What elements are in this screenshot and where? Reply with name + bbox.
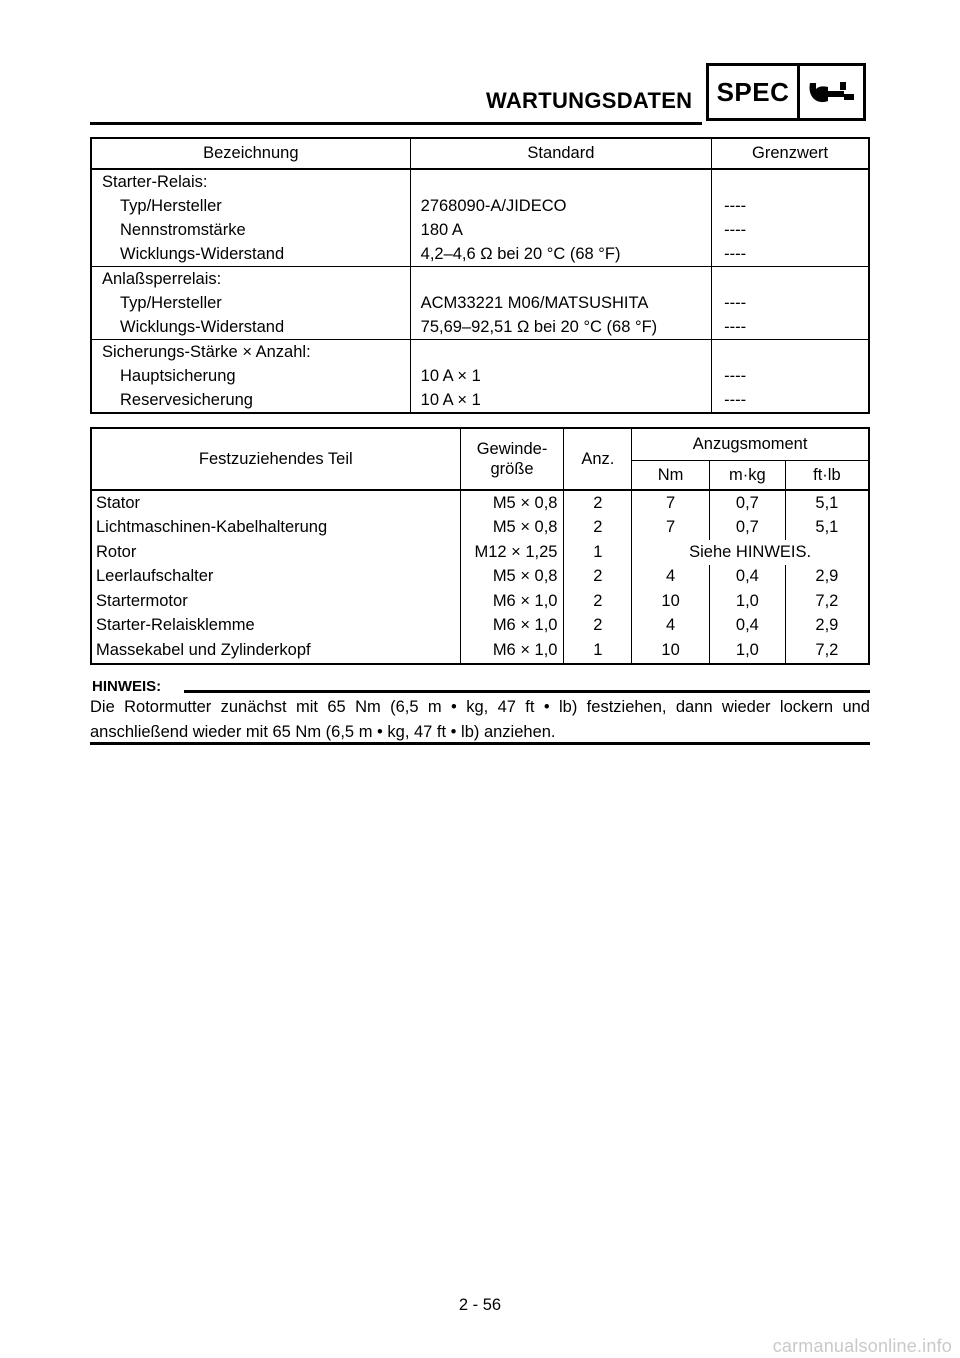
spec-badge (706, 63, 866, 121)
row-label: Hauptsicherung (120, 366, 236, 385)
thread-size: M6 × 1,0 (460, 589, 564, 614)
table-row (91, 614, 869, 639)
col-header-thread (460, 428, 564, 490)
torque-nm: 7 (632, 516, 710, 541)
quantity: 2 (564, 565, 632, 590)
torque-mkg: 0,4 (709, 565, 785, 590)
torque-mkg: 0,4 (709, 614, 785, 639)
table-row (91, 340, 869, 365)
col-header-nm: Nm (632, 460, 710, 490)
page-number: 2 - 56 (458, 1296, 502, 1314)
row-standard: 180 A (410, 218, 712, 242)
title-underline (90, 122, 702, 125)
torque-table (90, 427, 870, 665)
thread-header-line2: größe (490, 460, 534, 478)
torque-ftlb: 5,1 (815, 518, 839, 537)
thread-size: M5 × 0,8 (460, 490, 564, 516)
row-standard: 75,69–92,51 Ω bei 20 °C (68 °F) (410, 315, 712, 340)
torque-mkg: 1,0 (709, 589, 785, 614)
wrench-icon (800, 66, 863, 118)
quantity: 1 (564, 638, 632, 664)
table-row (91, 540, 869, 565)
torque-nm: 4 (632, 565, 710, 590)
col-header-standard: Standard (410, 138, 712, 169)
row-label: Reservesicherung (120, 390, 253, 409)
row-label: Nennstromstärke (120, 220, 246, 239)
table-row (91, 516, 869, 541)
thread-header-line1: Gewinde- (476, 440, 548, 458)
col-header-bezeichnung: Bezeichnung (91, 138, 410, 169)
quantity: 2 (564, 589, 632, 614)
col-header-ftlb: ft·lb (785, 460, 869, 490)
group-title: Sicherungs-Stärke × Anzahl: (102, 342, 311, 361)
table-row (91, 218, 869, 242)
col-header-part: Festzuziehendes Teil (91, 428, 460, 490)
torque-mkg: 1,0 (709, 638, 785, 664)
note-label: HINWEIS: (92, 678, 162, 695)
note-divider-bottom (90, 742, 870, 745)
table-row (91, 364, 869, 388)
row-standard: 10 A × 1 (410, 388, 712, 413)
part-name: Rotor (91, 540, 460, 565)
torque-ftlb: 7,2 (815, 591, 839, 610)
table-row (91, 315, 869, 340)
torque-ftlb: 2,9 (815, 616, 839, 635)
row-standard: 4,2–4,6 Ω bei 20 °C (68 °F) (410, 242, 712, 267)
row-label: Typ/Hersteller (120, 196, 222, 215)
part-name: Starter-Relaisklemme (91, 614, 460, 639)
row-label: Wicklungs-Widerstand (91, 242, 410, 267)
thread-size: M5 × 0,8 (460, 565, 564, 590)
row-standard: 10 A × 1 (410, 364, 712, 388)
col-header-torque: Anzugsmoment (632, 428, 869, 460)
table-row (91, 242, 869, 267)
torque-nm: 10 (632, 589, 710, 614)
table-row (91, 169, 869, 194)
row-limit: ---- (712, 291, 869, 315)
torque-note-ref: Siehe HINWEIS. (689, 542, 812, 561)
torque-mkg: 0,7 (709, 516, 785, 541)
thread-size: M6 × 1,0 (460, 614, 564, 639)
table-row (91, 291, 869, 315)
quantity: 2 (564, 614, 632, 639)
watermark: carmanualsonline.info (772, 1336, 952, 1356)
quantity: 2 (564, 490, 632, 516)
torque-ftlb: 7,2 (815, 640, 839, 659)
torque-table-header (91, 428, 869, 460)
group-title: Starter-Relais: (102, 172, 208, 191)
thread-size: M5 × 0,8 (460, 516, 564, 541)
part-name: Lichtmaschinen-Kabelhalterung (91, 516, 460, 541)
part-name: Massekabel und Zylinderkopf (91, 638, 460, 664)
part-name: Stator (91, 490, 460, 516)
table-row (91, 194, 869, 218)
table-row (91, 638, 869, 664)
row-limit: ---- (712, 194, 869, 218)
row-limit: ---- (712, 364, 869, 388)
table-row (91, 388, 869, 413)
page-title: WARTUNGSDATEN (486, 88, 693, 113)
row-limit: ---- (712, 242, 869, 267)
table-row (91, 490, 869, 516)
torque-mkg: 0,7 (709, 490, 785, 516)
row-standard: 2768090-A/JIDECO (410, 194, 712, 218)
group-title: Anlaßsperrelais: (102, 269, 222, 288)
table-row (91, 267, 869, 292)
table-row (91, 565, 869, 590)
torque-nm: 4 (632, 614, 710, 639)
note-divider-top (184, 690, 870, 693)
part-name: Leerlaufschalter (91, 565, 460, 590)
quantity: 1 (564, 540, 632, 565)
table-row (91, 589, 869, 614)
row-standard: ACM33221 M06/MATSUSHITA (410, 291, 712, 315)
torque-nm: 7 (632, 490, 710, 516)
row-label: Typ/Hersteller (120, 293, 222, 312)
part-name: Startermotor (91, 589, 460, 614)
row-limit: ---- (712, 315, 869, 340)
row-label: Wicklungs-Widerstand (91, 315, 410, 340)
torque-ftlb: 2,9 (815, 567, 839, 586)
spec-table-header (91, 138, 869, 169)
col-header-grenzwert: Grenzwert (712, 138, 869, 169)
thread-size: M12 × 1,25 (460, 540, 564, 565)
spec-label: SPEC (709, 66, 800, 118)
note-text: Die Rotormutter zunächst mit 65 Nm (6,5 m • kg, 47 ft • lb) festziehen, dann wieder lockern und anschließend wieder mit 65 Nm (6,5 m • kg, 47 ft • lb) anziehen. (90, 698, 870, 741)
spec-table (90, 137, 870, 414)
quantity: 2 (564, 516, 632, 541)
row-limit: ---- (712, 218, 869, 242)
torque-nm: 10 (632, 638, 710, 664)
col-header-qty: Anz. (564, 428, 632, 490)
thread-size: M6 × 1,0 (460, 638, 564, 664)
row-limit: ---- (712, 388, 869, 413)
torque-ftlb: 5,1 (815, 493, 839, 512)
col-header-mkg: m·kg (709, 460, 785, 490)
